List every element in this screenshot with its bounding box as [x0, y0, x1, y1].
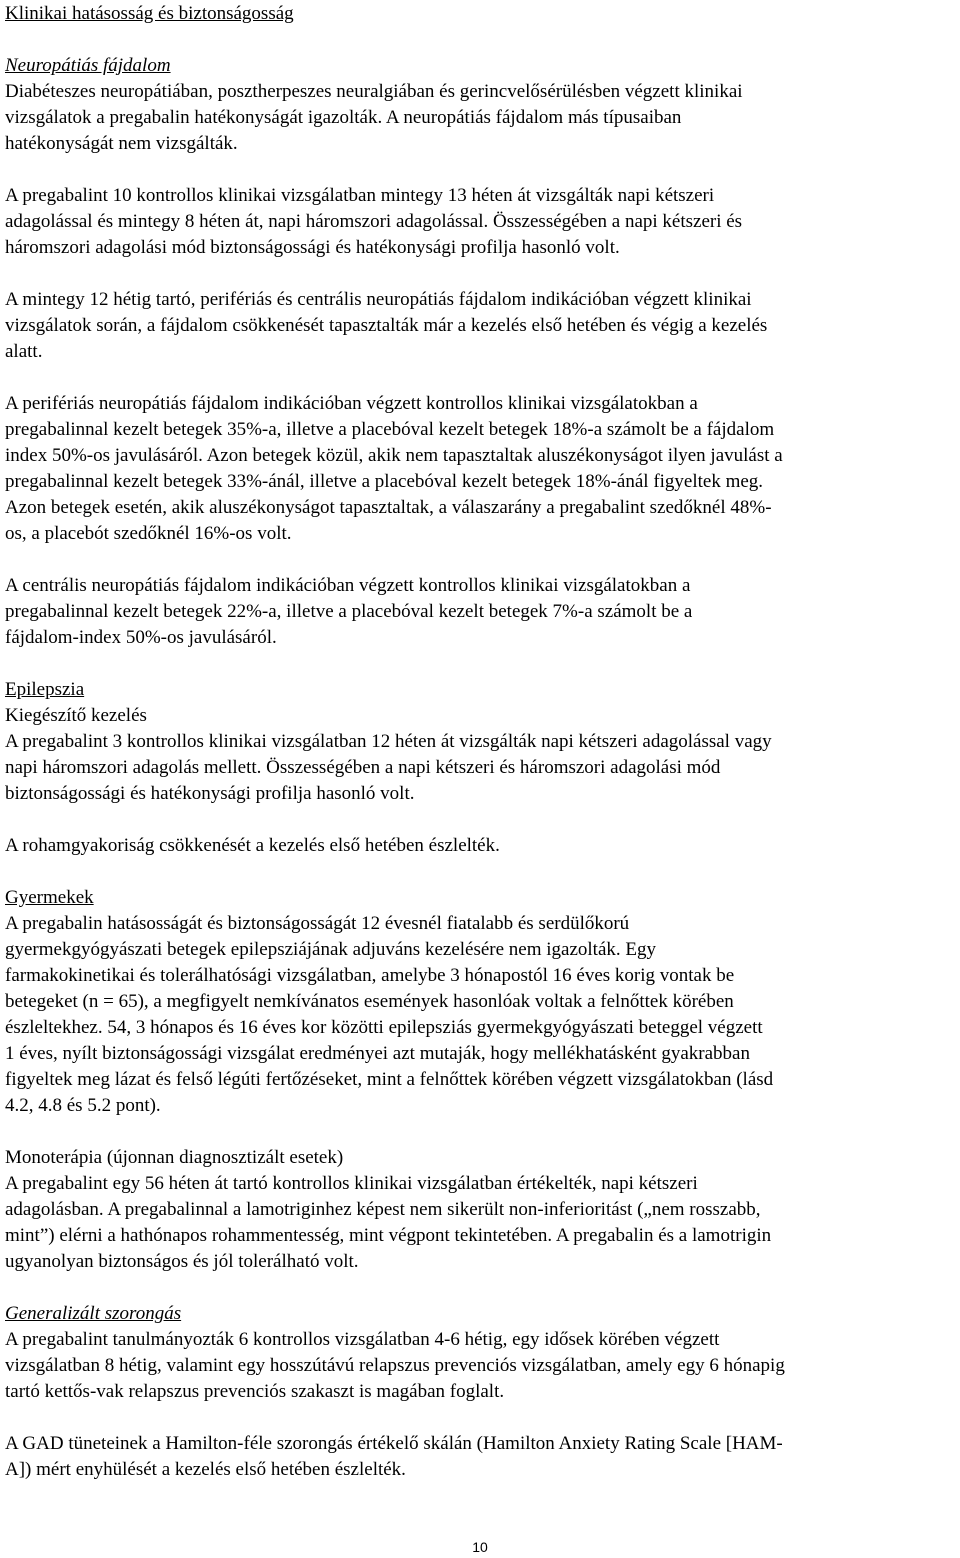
spacer	[5, 1275, 957, 1301]
spacer	[5, 1119, 957, 1145]
paragraph-line: A rohamgyakoriság csökkenését a kezelés első hetében észlelték.	[5, 835, 500, 856]
paragraph-line: mint”) elérni a hathónapos rohammentesség, mint végpont tekintetében. A pregabalin és a lamotrigin	[5, 1225, 772, 1246]
paragraph-line: figyeltek meg lázat és felső légúti fertőzéseket, mint a felnőttek körében végzett vizsgálatokban (lásd	[5, 1069, 774, 1090]
paragraph-line: Azon betegek esetén, akik aluszékonyságot tapasztaltak, a válaszarány a pregabalint szedőknél 48%-	[5, 497, 772, 518]
paragraph-line: Diabéteszes neuropátiában, posztherpeszes neuralgiában és gerincvelősérülésben végzett klinikai	[5, 81, 743, 102]
paragraph-line: észleltekhez. 54, 3 hónapos és 16 éves kor közötti epilepsziás gyermekgyógyászati beteggel végzett	[5, 1017, 763, 1038]
spacer	[5, 859, 957, 885]
section-heading-neuropathic-pain: Neuropátiás fájdalom	[5, 55, 171, 76]
paragraph-line: A GAD tüneteinek a Hamilton-féle szorongás értékelő skálán (Hamilton Anxiety Rating Scale [HAM-	[5, 1433, 783, 1454]
paragraph-line: A centrális neuropátiás fájdalom indikációban végzett kontrollos klinikai vizsgálatokban a	[5, 575, 691, 596]
subheading-adjunctive-treatment: Kiegészítő kezelés	[5, 705, 147, 726]
paragraph-line: 4.2, 4.8 és 5.2 pont).	[5, 1095, 161, 1116]
paragraph-line: hatékonyságát nem vizsgálták.	[5, 133, 238, 154]
spacer	[5, 547, 957, 573]
paragraph-line: adagolásban. A pregabalinnal a lamotriginhez képest nem sikerült non-inferioritást („nem rosszabb,	[5, 1199, 761, 1220]
paragraph-line: A pregabalint 3 kontrollos klinikai vizsgálatban 12 héten át vizsgálták napi kétszeri adagolással vagy	[5, 731, 772, 752]
document-page	[5, 0, 957, 1483]
paragraph-line: napi háromszori adagolás mellett. Összességében a napi kétszeri és háromszori adagolási mód	[5, 757, 721, 778]
paragraph-line: A mintegy 12 hétig tartó, perifériás és centrális neuropátiás fájdalom indikációban végzett klinikai	[5, 289, 752, 310]
paragraph-line: A pregabalint 10 kontrollos klinikai vizsgálatban mintegy 13 héten át vizsgálták napi kétszeri	[5, 185, 715, 206]
paragraph-line: pregabalinnal kezelt betegek 33%-ánál, illetve a placebóval kezelt betegek 18%-ánál figyeltek meg.	[5, 471, 764, 492]
paragraph-line: os, a placebót szedőknél 16%-os volt.	[5, 523, 292, 544]
spacer	[5, 651, 957, 677]
paragraph-line: tartó kettős-vak relapszus prevenciós szakaszt is magában foglalt.	[5, 1381, 505, 1402]
paragraph-line: index 50%-os javulásáról. Azon betegek közül, akik nem tapasztaltak aluszékonyságot ilyen javulást a	[5, 445, 783, 466]
paragraph-line: adagolással és mintegy 8 héten át, napi háromszori adagolással. Összességében a napi kétszeri és	[5, 211, 743, 232]
section-heading-generalized-anxiety: Generalizált szorongás	[5, 1303, 182, 1324]
paragraph-line: vizsgálatban 8 hétig, valamint egy hosszútávú relapszus prevenciós vizsgálatban, amely egy 6 hónapig	[5, 1355, 785, 1376]
paragraph-line: 1 éves, nyílt biztonságossági vizsgálat eredményei azt mutaják, hogy mellékhatásként gyakrabban	[5, 1043, 750, 1064]
spacer	[5, 27, 957, 53]
paragraph-line: A]) mért enyhülését a kezelés első hetében észlelték.	[5, 1459, 406, 1480]
page-title: Klinikai hatásosság és biztonságosság	[5, 3, 294, 24]
paragraph-line: farmakokinetikai és tolerálhatósági vizsgálatban, amelybe 3 hónapostól 16 éves korig vontak be	[5, 965, 735, 986]
paragraph-line: fájdalom-index 50%-os javulásáról.	[5, 627, 277, 648]
paragraph-line: gyermekgyógyászati betegek epilepsziájának adjuváns kezelésére nem igazolták. Egy	[5, 939, 657, 960]
paragraph-line: alatt.	[5, 341, 43, 362]
paragraph-line: A pregabalint tanulmányozták 6 kontrollos vizsgálatban 4-6 hétig, egy idősek körében végzett	[5, 1329, 720, 1350]
paragraph-line: betegeket (n = 65), a megfigyelt nemkívánatos események hasonlóak voltak a felnőttek körében	[5, 991, 734, 1012]
paragraph-line: vizsgálatok során, a fájdalom csökkenését tapasztalták már a kezelés első hetében és végig a kezelés	[5, 315, 768, 336]
paragraph-line: A perifériás neuropátiás fájdalom indikációban végzett kontrollos klinikai vizsgálatokban a	[5, 393, 698, 414]
section-heading-children: Gyermekek	[5, 887, 94, 908]
paragraph-line: vizsgálatok a pregabalin hatékonyságát igazolták. A neuropátiás fájdalom más típusaiban	[5, 107, 682, 128]
spacer	[5, 261, 957, 287]
paragraph-line: pregabalinnal kezelt betegek 35%-a, illetve a placebóval kezelt betegek 18%-a számolt be a fájdalom	[5, 419, 775, 440]
spacer	[5, 365, 957, 391]
page-number: 10	[472, 1539, 488, 1555]
paragraph-line: ugyanolyan biztonságos és jól tolerálható volt.	[5, 1251, 359, 1272]
subheading-monotherapy: Monoterápia (újonnan diagnosztizált esetek)	[5, 1147, 344, 1168]
paragraph-line: biztonságossági és hatékonysági profilja hasonló volt.	[5, 783, 415, 804]
paragraph-line: pregabalinnal kezelt betegek 22%-a, illetve a placebóval kezelt betegek 7%-a számolt be a	[5, 601, 693, 622]
paragraph-line: háromszori adagolási mód biztonságossági és hatékonysági profilja hasonló volt.	[5, 237, 620, 258]
section-heading-epilepsy: Epilepszia	[5, 679, 85, 700]
spacer	[5, 1405, 957, 1431]
paragraph-line: A pregabalint egy 56 héten át tartó kontrollos klinikai vizsgálatban értékelték, napi kétszeri	[5, 1173, 698, 1194]
spacer	[5, 157, 957, 183]
spacer	[5, 807, 957, 833]
paragraph-line: A pregabalin hatásosságát és biztonságosságát 12 évesnél fiatalabb és serdülőkorú	[5, 913, 630, 934]
